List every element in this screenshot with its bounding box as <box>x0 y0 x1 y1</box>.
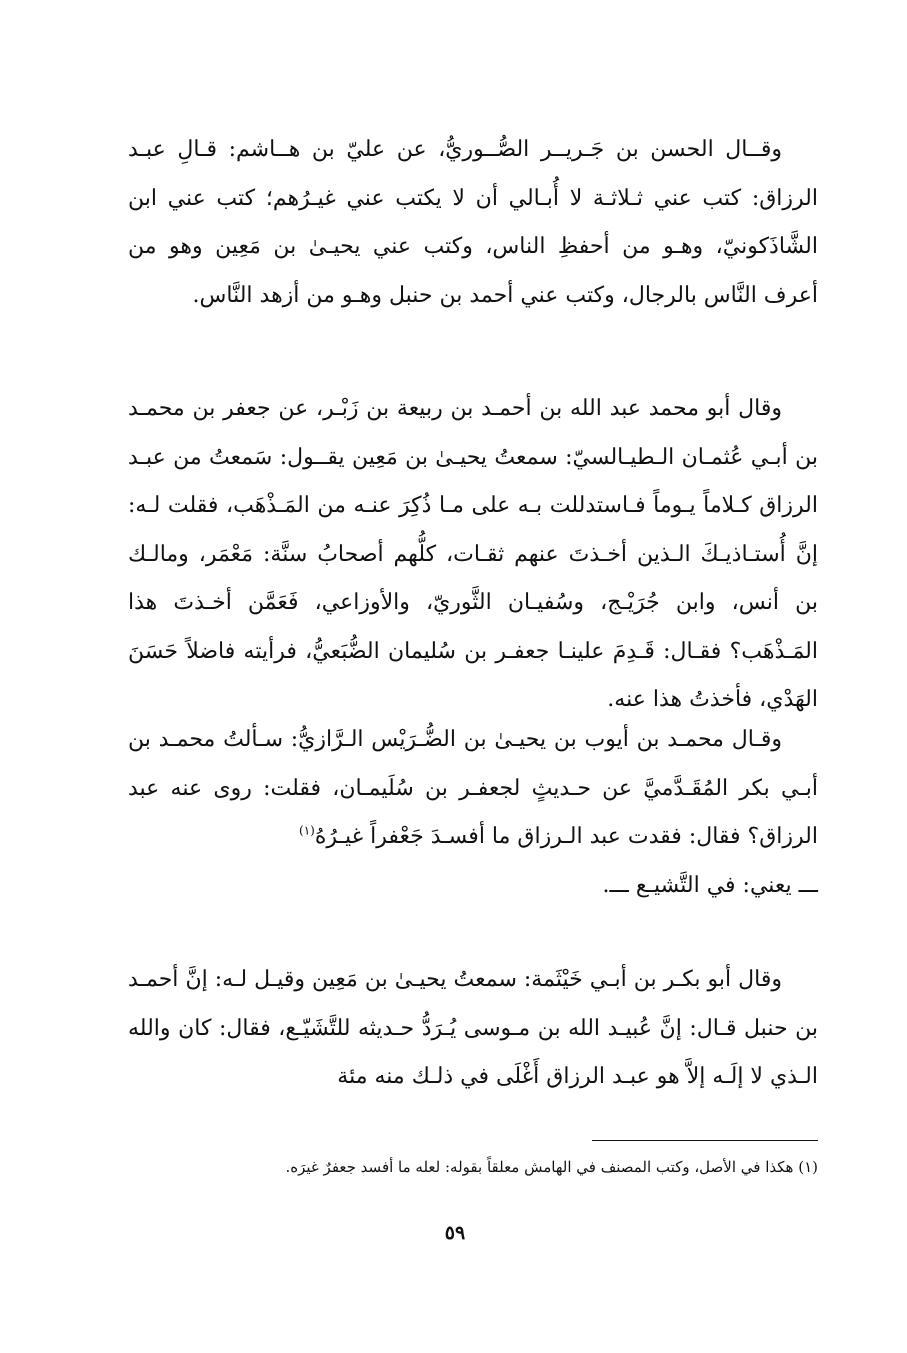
footnote: (١) هكذا في الأصل، وكتب المصنف في الهامش معلقاً بقوله: لعله ما أفسد جعفرٌ غيرَه. <box>285 1158 818 1176</box>
paragraph-2-text: وقال أبو محمد عبد الله بن أحمـد بن ربيعة بن زَبْـر، عن جعفر بن محمـد بن أبـي عُثمـان الـطيـالسيّ: سمعتُ يحيـىٰ بن مَعِين يقــول: سَمعتُ من عبـد الرزاق كـلاماً يـوماً فـاستدللت بـه على مـا ذُكِرَ عنـه من المَـذْهَب، فقلت لـه: إنَّ أُستـاذيـكَ الـذين أخـذتَ عنهم ثقـات، كلُّهم أصحابُ سنَّة: مَعْمَر، ومالـك بن أنس، وابن جُرَيْـج، وسُفيـان الثَّوريّ، والأوزاعي، فَعَمَّن أخـذتَ هذا المَـذْهَب؟ فقـال: قَـدِمَ علينـا جعفـر بن سُليمان الضُّبَعيُّ، فرأيته فاضلاً حَسَنَ الهَدْي، فأخذتُ هذا عنه. <box>128 396 818 712</box>
paragraph-2 <box>128 385 818 725</box>
paragraph-1-text: وقــال الحسن بن جَـريــر الصُّــوريُّ، عن عليّ بن هــاشم: قـالِ عبـد الرزاق: كتب عني ثـلاثـة لا أُبـالي أن لا يكتب عني غيـرُهم؛ كتب عني ابن الشَّاذَكونيّ، وهـو من أحفظِ الناس، وكتب عني يحيـىٰ بن مَعِين وهو من أعرف النَّاس بالرجال، وكتب عني أحمد بن حنبل وهـو من أزهد النَّاس. <box>128 137 818 308</box>
paragraph-3-continuation: ـــ يعني: في التَّشيـع ـــ. <box>602 872 818 898</box>
footnote-divider <box>592 1140 818 1141</box>
paragraph-3-body <box>128 716 818 910</box>
page-number: ٥٩ <box>444 1222 466 1244</box>
footnote-reference[interactable]: (١) <box>299 823 315 838</box>
paragraph-3 <box>128 716 818 910</box>
paragraph-4-text: وقال أبو بكـر بن أبـي خَيْثَمة: سمعتُ يحيـىٰ بن مَعِين وقيـل لـه: إنَّ أحمـد بن حنبل قـال: إنَّ عُبيـد الله بن مـوسى يُـرَدُّ حـديثه للتَّشَيّـع، فقال: كان والله الـذي لا إلَـه إلاَّ هو عبـد الرزاق أَغْلَى في ذلـك منه مئة <box>128 967 818 1089</box>
paragraph-4 <box>128 956 818 1102</box>
paragraph-1 <box>128 126 818 320</box>
paragraph-3-text: وقـال محمـد بن أيوب بن يحيـىٰ بن الضُّـرَيْس الـرَّازيُّ: سـألتُ محمـد بن أبـي بكر المُقَـدَّميَّ عن حـديثٍ لجعفـر بن سُلَيمـان، فقلت: روى عنه عبد الرزاق؟ فقال: فقدت عبد الـرزاق ما أفسـدَ جَعْفراً غيـرُهُ <box>128 727 818 849</box>
